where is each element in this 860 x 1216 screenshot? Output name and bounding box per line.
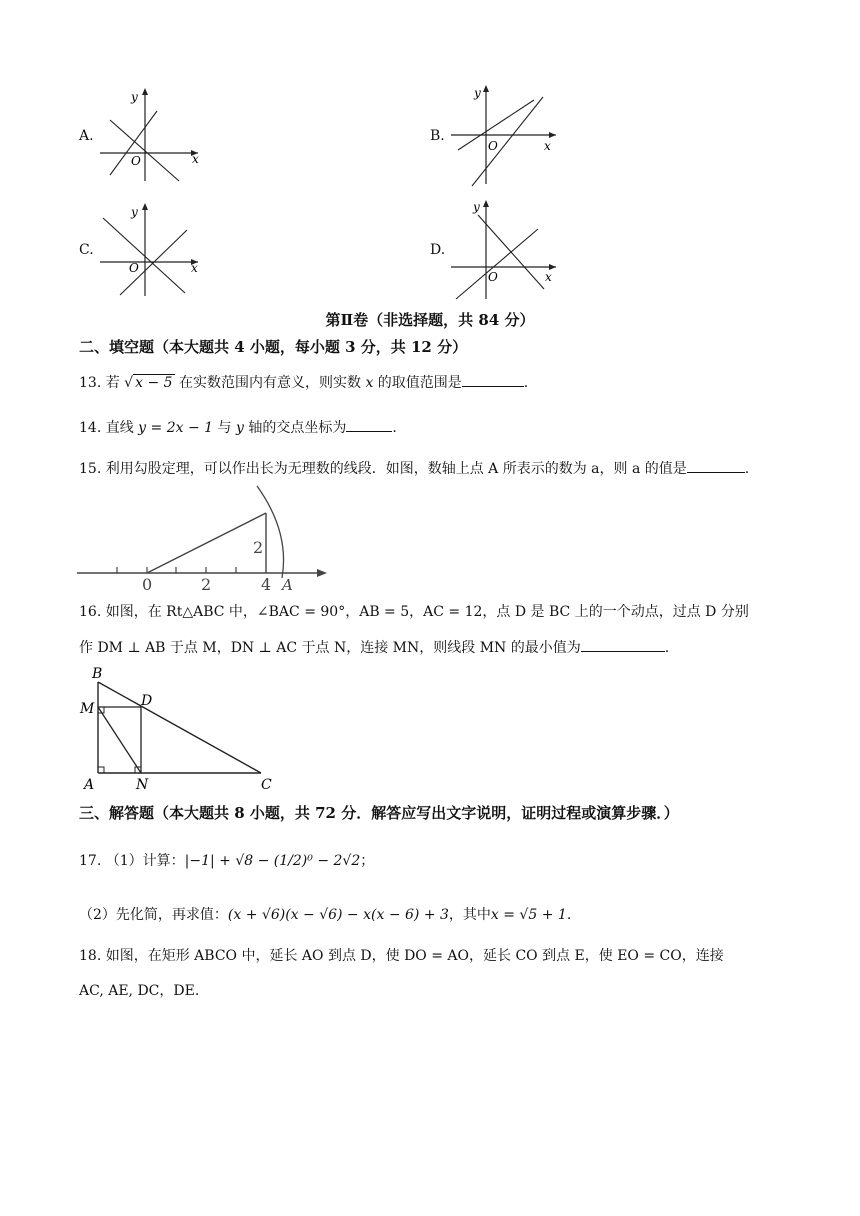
- section-2-heading: 二、填空题（本大题共 4 小题，每小题 3 分，共 12 分）: [79, 338, 468, 356]
- q17-p1-label: （1）计算：: [105, 853, 185, 869]
- option-b-axis-y: y: [474, 86, 481, 100]
- option-c-origin: O: [129, 261, 139, 275]
- q15-tick-0: 0: [142, 575, 153, 594]
- q16-point-d: D: [141, 693, 153, 709]
- option-d-graph: [448, 195, 560, 303]
- q16-point-a: A: [84, 777, 95, 793]
- option-a-axis-x: x: [192, 152, 199, 166]
- option-d-origin: O: [488, 270, 498, 284]
- q15-height-label: 2: [253, 538, 264, 557]
- q13-end: .: [523, 375, 529, 391]
- option-c-graph: [95, 200, 205, 300]
- q14-expr: y = 2x − 1: [138, 420, 214, 436]
- q14-num: 14.: [79, 420, 102, 436]
- q17-p1-expr: |−1| + √8 − (1/2)⁰ − 2√2: [184, 853, 361, 869]
- question-14: [79, 417, 397, 437]
- option-d-label: D.: [430, 242, 446, 258]
- section-3-heading: 三、解答题（本大题共 8 小题，共 72 分．解答应写出文字说明，证明过程或演算步骤．）: [79, 804, 679, 822]
- q13-pre: 若: [105, 375, 120, 391]
- q17-p2-mid: ，其中: [448, 907, 491, 923]
- q14-var: y: [235, 420, 244, 436]
- q16-line-2-text: 作 DM ⊥ AB 于点 M，DN ⊥ AC 于点 N，连接 MN，则线段 MN 的最小值为: [79, 640, 581, 656]
- option-b-origin: O: [488, 139, 498, 153]
- q17-p1-end: ；: [360, 853, 375, 869]
- q16-triangle-figure: [78, 664, 278, 796]
- q16-point-b: B: [92, 666, 103, 682]
- option-b-graph: [448, 80, 560, 190]
- question-17-part-1: [79, 850, 374, 870]
- q14-answer-blank[interactable]: [346, 417, 392, 432]
- question-16-line-2: [79, 637, 669, 657]
- q15-text: 15. 利用勾股定理，可以作出长为无理数的线段．如图，数轴上点 A 所表示的数为 a，则 a 的值是: [79, 461, 687, 477]
- q13-var: x: [365, 375, 374, 391]
- q13-radicand: x − 5: [135, 375, 173, 391]
- option-a-axis-y: y: [131, 90, 138, 104]
- q15-answer-blank[interactable]: [687, 458, 745, 473]
- q15-number-line-figure: [75, 484, 337, 594]
- option-b-axis-x: x: [544, 139, 551, 153]
- q17-p2-label: （2）先化简，再求值：: [79, 907, 228, 923]
- option-b-label: B.: [430, 128, 445, 144]
- q14-end: .: [392, 420, 397, 436]
- q15-tick-2: 2: [201, 575, 212, 594]
- q14-pre: 直线: [105, 420, 134, 436]
- question-18-line-1: 18. 如图，在矩形 ABCO 中，延长 AO 到点 D，使 DO = AO，延长 CO 到点 E，使 EO = CO，连接: [79, 948, 724, 964]
- option-a-origin: O: [131, 154, 141, 168]
- question-15: [79, 458, 749, 478]
- q17-p2-expr: (x + √6)(x − √6) − x(x − 6) + 3: [227, 907, 449, 923]
- q16-answer-blank[interactable]: [581, 637, 665, 652]
- q17-p2-val: x = √5 + 1: [490, 907, 567, 923]
- q13-mid: 在实数范围内有意义，则实数: [178, 375, 361, 391]
- q13-post: 的取值范围是: [377, 375, 462, 391]
- option-a-graph: [95, 85, 205, 185]
- q17-num: 17.: [79, 853, 102, 869]
- q16-point-c: C: [261, 777, 272, 793]
- q14-mid: 与: [217, 420, 232, 436]
- option-c-axis-x: x: [191, 261, 198, 275]
- option-c-label: C.: [79, 242, 94, 258]
- q15-end: .: [744, 461, 750, 477]
- question-17-part-2: [79, 904, 571, 924]
- q15-tick-4: 4: [261, 575, 272, 594]
- option-c-axis-y: y: [131, 205, 138, 219]
- question-18-line-2: AC, AE, DC，DE.: [79, 983, 200, 999]
- q17-p2-end: .: [566, 907, 572, 923]
- question-16-line-1: 16. 如图，在 Rt△ABC 中，∠BAC = 90°，AB = 5，AC = 12，点 D 是 BC 上的一个动点，过点 D 分别: [79, 604, 749, 620]
- q14-post: 轴的交点坐标为: [248, 420, 347, 436]
- q13-answer-blank[interactable]: [462, 372, 524, 387]
- q13-num: 13.: [79, 375, 102, 391]
- q15-point-a: A: [282, 576, 293, 594]
- option-a-label: A.: [79, 128, 94, 144]
- option-d-axis-y: y: [473, 200, 480, 214]
- q16-point-m: M: [80, 701, 95, 717]
- option-d-axis-x: x: [545, 270, 552, 284]
- section-2-title: 第Ⅱ卷（非选择题，共 84 分）: [325, 311, 535, 329]
- question-13: [79, 372, 528, 392]
- q16-end: .: [664, 640, 670, 656]
- q16-point-n: N: [136, 777, 149, 793]
- q13-radical: √ x − 5: [124, 375, 173, 391]
